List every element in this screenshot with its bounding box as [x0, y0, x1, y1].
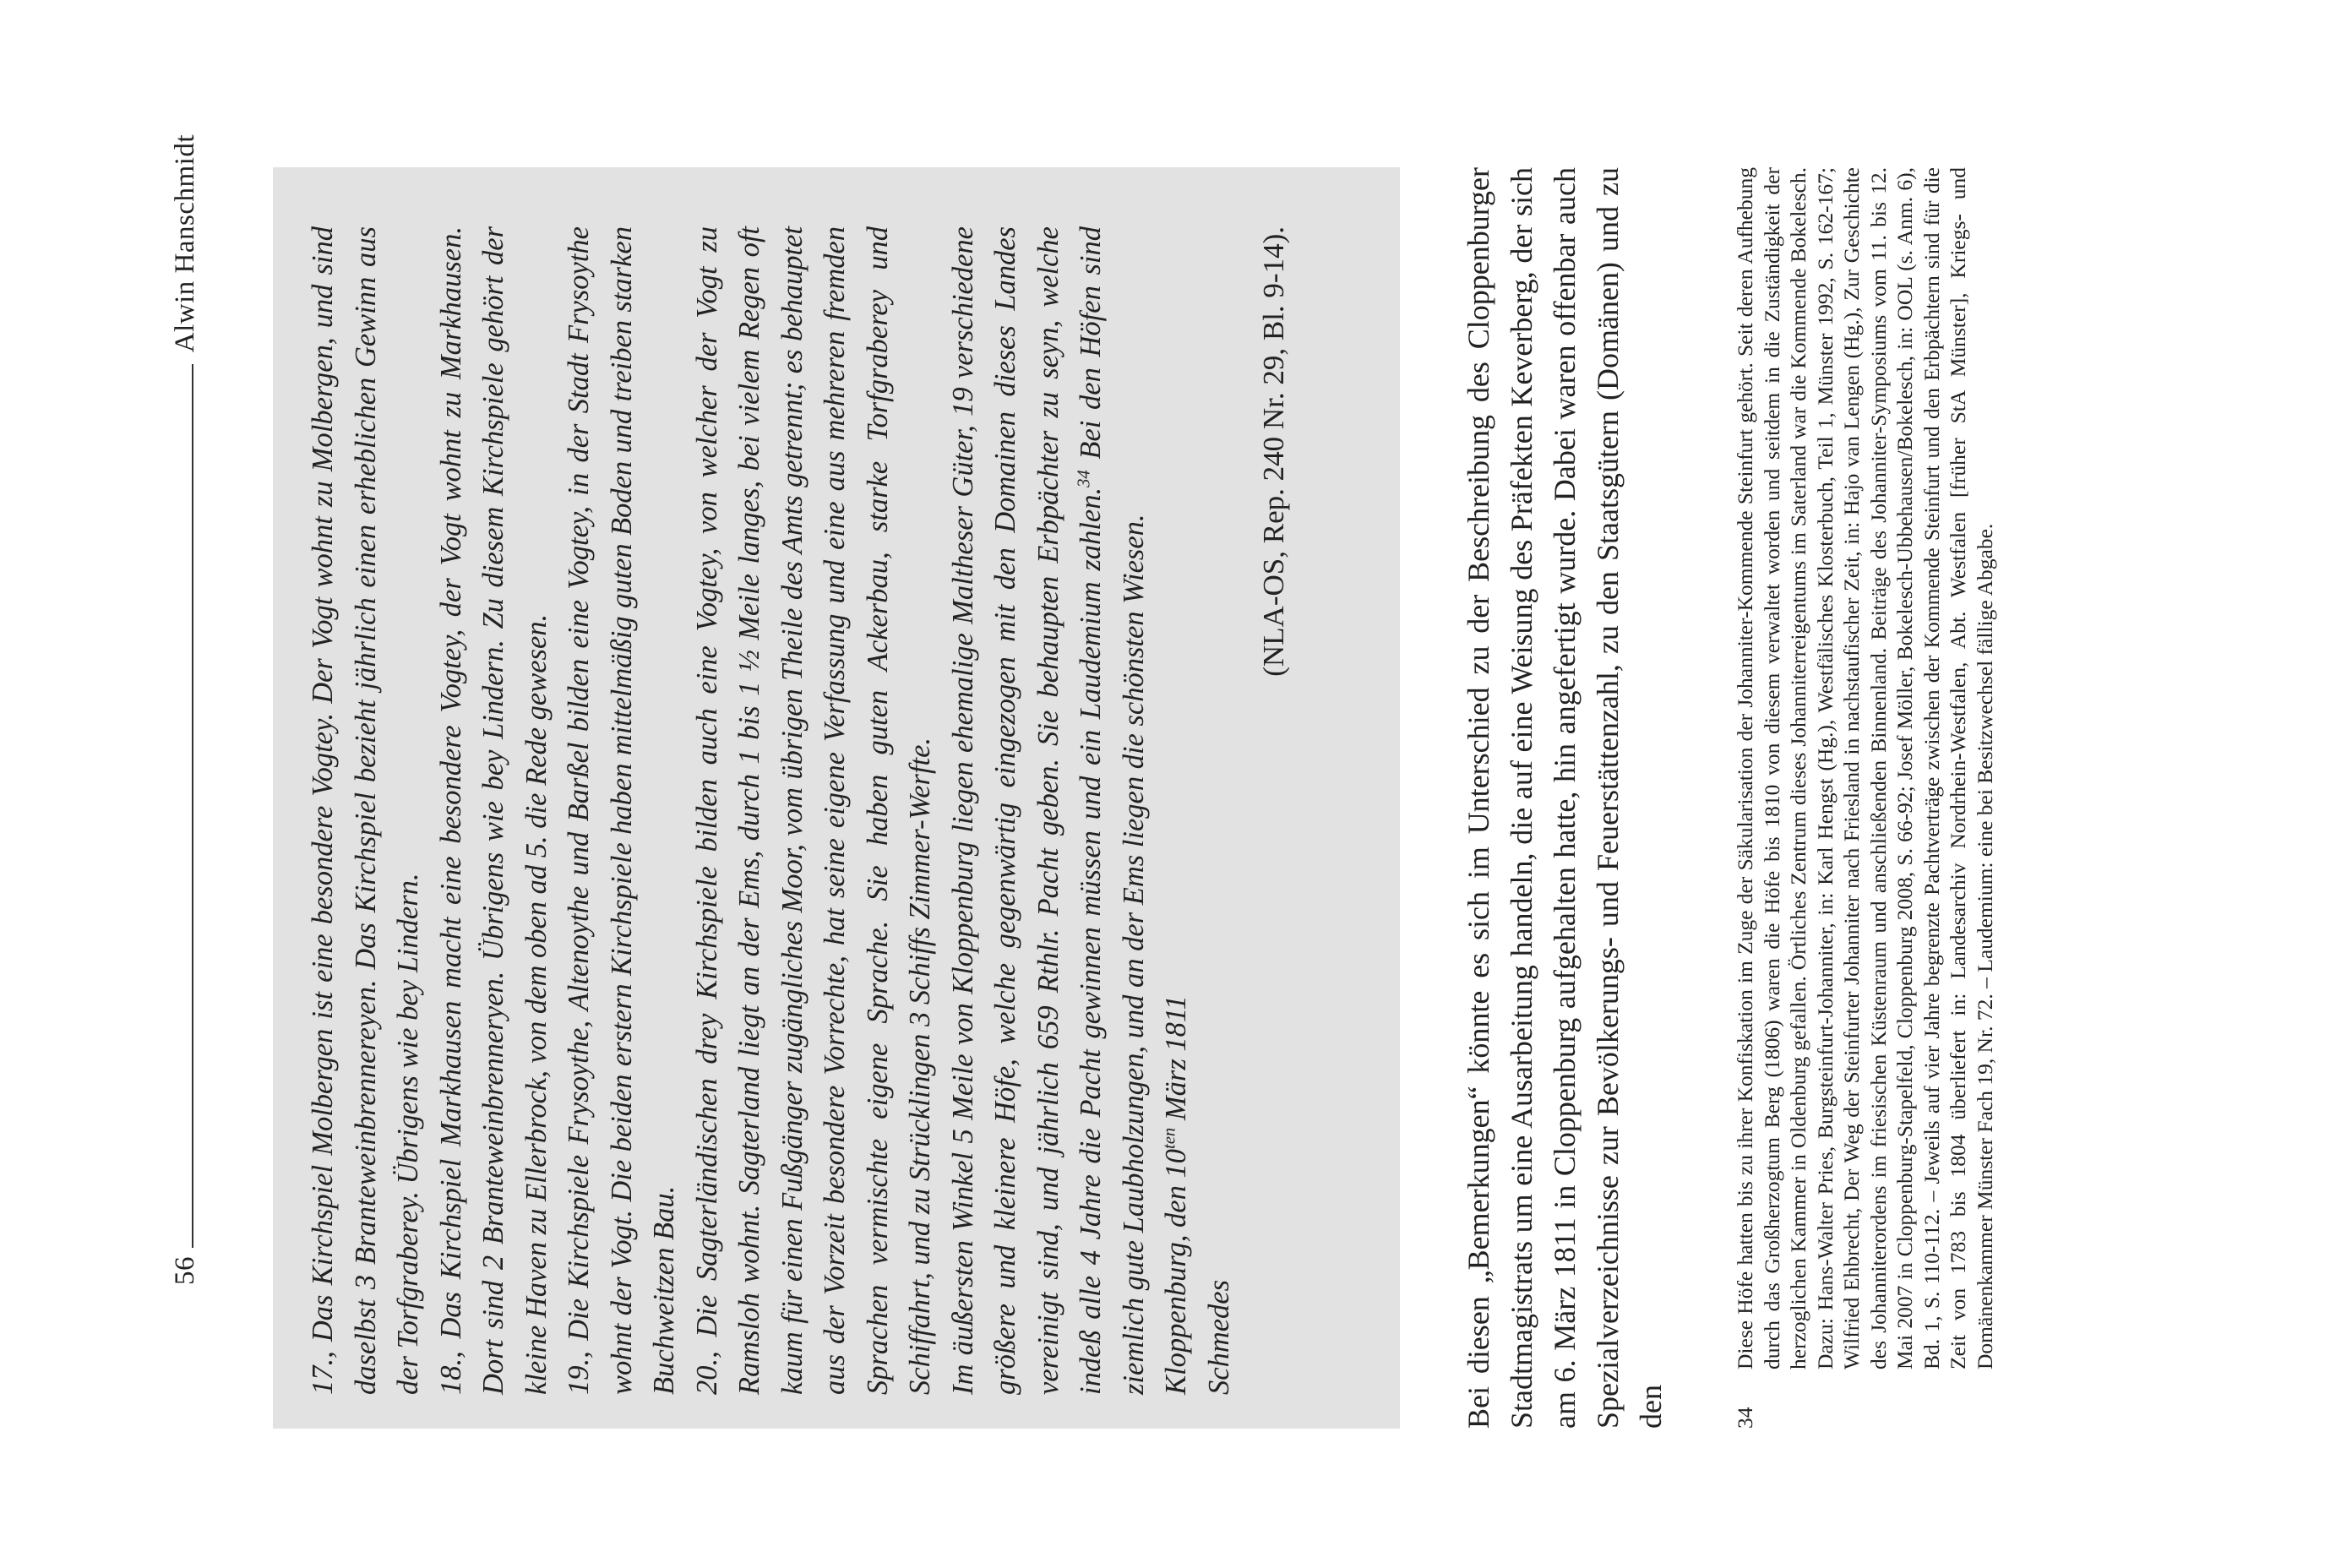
body-text	[1457, 167, 1673, 1429]
quote-paragraph-maltheser	[942, 226, 1156, 1395]
quote-paragraph-text: Im äußersten Winkel 5 Meile von Kloppenburg liegen ehemalige Maltheser Güter, 19 verschiedene größere und kleinere Höfe, welche gegenwärtig eingezogen mit den Domainen dieses Landes vereinigt sind, und jährlich 659 Rthlr. Pacht geben. Sie behaupten Erbpächter zu seyn, welche indeß alle 4 Jahre die Pacht gewinnen müssen und ein Laudemium zahlen.	[946, 226, 1107, 1395]
quote-signature: Schmedes	[1202, 1279, 1235, 1395]
footnote-text: Diese Höfe hatten bis zu ihrer Konfiskation im Zuge der Säkularisation der Johanniter-Kommende Steinfurt gehört. Seit deren Aufhebung durch das Großherzogtum Berg (1806) waren die Höfe bis 1810 von diesem verwaltet worden und seitdem in die Zuständigkeit der herzoglichen Kammer in Oldenburg gefallen. Örtliches Zentrum dieses Johanniterreigentums im Saterland war die Kommende Bokelesch. Dazu: Hans-Walter Pries, Burgsteinfurt-Johanniter, in: Karl Hengst (Hg.), Westfälisches Klosterbuch, Teil 1, Münster 1992, S. 162-167; Wilfried Ehbrecht, Der Weg der Steinfurter Johanniter nach Friesland in nachstaufischer Zeit, in: Hajo van Lengen (Hg.), Zur Geschichte des Johanniterordens im friesischen Küstenraum und anschließenden Binnenland. Beiträge des Johanniter-Symposiums vom 11. bis 12. Mai 2007 in Cloppenburg-Stapelfeld, Cloppenburg 2008, S. 66-92; Josef Möller, Bokelesch-Ubbehausen/Bokelesch, in: OOL (s. Anm. 6), Bd. 1, S. 110-112. – Jeweils auf vier Jahre begrenzte Pachtverträge zwischen der Kommende Steinfurt und den Erbpächtern sind für die Zeit von 1783 bis 1804 überliefert in: Landesarchiv Nordrhein-Westfalen, Abt. Westfalen [früher StA Münster], Kriegs- und Domänenkammer Münster Fach 19, Nr. 72. – Laudemium: eine bei Besitzwechsel fällige Abgabe.	[1733, 167, 1997, 1369]
header-rule	[192, 364, 193, 1248]
quote-paragraph-text-cont: Bei den Höfen sind ziemlich gute Laubholzungen, und an der Ems liegen die schönsten Wiesen.	[1075, 226, 1150, 1395]
author-name: Alwin Hanschmidt	[170, 134, 200, 353]
quote-paragraph-20: 20., Die Sagterländischen drey Kirchspiele bilden auch eine Vogtey, von welcher der Vogt zu Ramsloh wohnt. Sagterland liegt an der Ems, durch 1 bis 1 ½ Meile langes, bei vielem Regen oft kaum für einen Fußgänger zugängliches Moor, vom übrigen Theile des Amts getrennt; es behauptet aus der Vorzeit besondere Vorrechte, hat seine eigene Verfassung und eine aus mehreren fremden Sprachen vermischte eigene Sprache. Sie haben guten Ackerbau, starke Torfgraberey und Schiffahrt, und zu Strücklingen 3 Schiffs Zimmer-Werfte.	[690, 226, 936, 1395]
date-superscript: ten	[1160, 1127, 1179, 1149]
quote-paragraph-19: 19., Die Kirchspiele Frysoythe, Altenoythe und Barßel bilden eine Vogtey, in der Stadt Frysoythe wohnt der Vogt. Die beiden erstern Kirchspiele haben mittelmäßig guten Boden und treiben starken Buchweitzen Bau.	[563, 226, 680, 1395]
footnote-number: 34	[1733, 1407, 1757, 1429]
body-paragraph: Bei diesen „Bemerkungen“ könnte es sich im Unterschied zu der Beschreibung des Cloppenburger Stadtmagistrats um eine Ausarbeitung handeln, die auf eine Weisung des Präfekten Keverberg, der sich am 6. März 1811 in Cloppenburg aufgehalten hatte, hin angefertigt wurde. Dabei waren offenbar auch Spezialverzeichnisse zur Bevölkerungs- und Feuerstättenzahl, zu den Staatsgütern (Domänen) und zu den	[1462, 167, 1668, 1429]
date-prefix: Kloppenburg, den 10	[1160, 1149, 1192, 1395]
quote-date-line	[1155, 226, 1198, 1395]
archive-source: (NLA-OS, Rep. 240 Nr. 29, Bl. 9-14).	[1257, 226, 1290, 677]
running-head	[167, 134, 201, 1285]
footnote-34	[1732, 167, 1998, 1429]
quoted-document-box	[273, 167, 1400, 1429]
page-number: 56	[170, 1256, 200, 1285]
quote-paragraph-18: 18., Das Kirchspiel Markhausen macht eine besondere Vogtey, der Vogt wohnt zu Markhausen. Dort sind 2 Branteweinbrenneryen. Übrigens wie bey Lindern. Zu diesem Kirchspiele gehört der kleine Haven zu Ellerbrock, von dem oben ad 5. die Rede gewesen.	[434, 226, 553, 1395]
footnote-reference: 34	[1075, 470, 1094, 487]
date-suffix: März 1811	[1160, 995, 1192, 1128]
quote-paragraph-17: 17., Das Kirchspiel Molbergen ist eine besondere Vogtey. Der Vogt wohnt zu Molbergen, und sind daselbst 3 Branteweinbrennereyen. Das Kirchspiel bezieht jährlich einen erheblichen Gewinn aus der Torfgraberey. Übrigens wie bey Lindern.	[307, 226, 424, 1395]
